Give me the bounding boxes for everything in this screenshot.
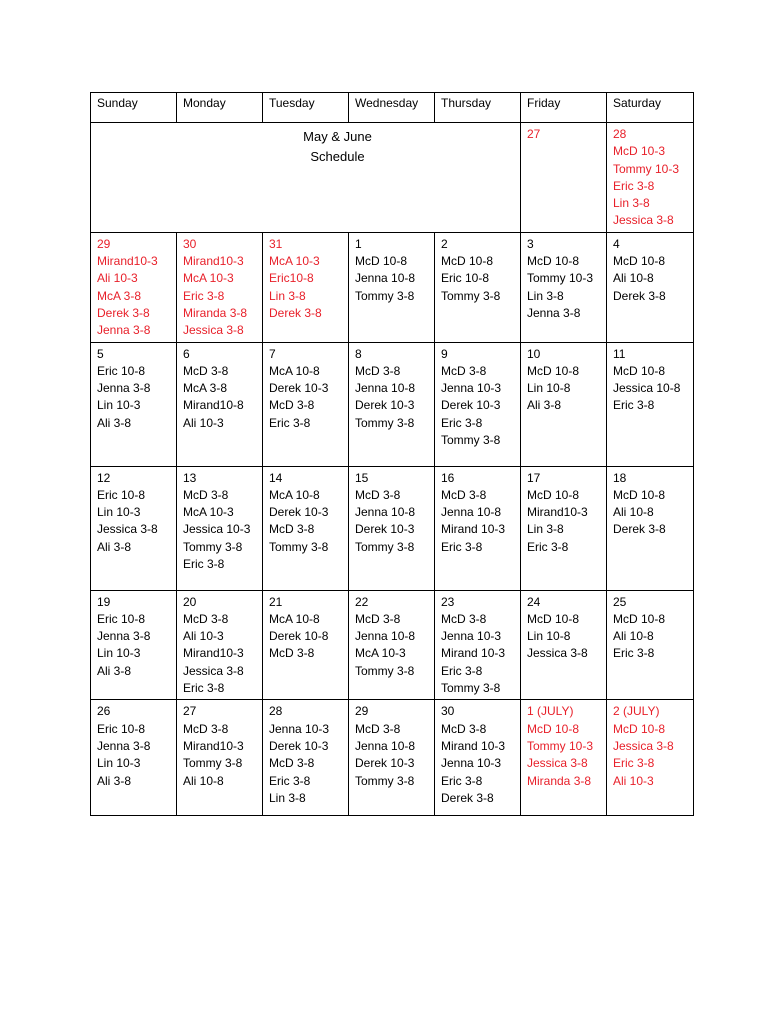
shift-entry: Miranda 3-8	[527, 773, 592, 788]
shift-entry: Lin 10-3	[97, 756, 141, 771]
shift-entry: Derek 10-3	[355, 522, 415, 537]
shift-entry: Eric 3-8	[183, 557, 225, 572]
shift-entry: McD 3-8	[183, 363, 229, 378]
day-cell	[177, 466, 263, 590]
shift-entry: McD 3-8	[441, 363, 487, 378]
shift-entry: McD 3-8	[269, 398, 315, 413]
shift-entry: Lin 3-8	[527, 288, 564, 303]
day-cell	[607, 123, 694, 233]
shift-entry: McD 3-8	[441, 611, 487, 626]
header-row	[91, 93, 694, 123]
day-cell	[263, 700, 349, 816]
shift-entry: Tommy 10-3	[527, 271, 594, 286]
shift-entry: Jessica 3-8	[97, 522, 158, 537]
day-cell	[263, 466, 349, 590]
shift-entry: Lin 3-8	[527, 522, 564, 537]
shift-entry: Eric 10-8	[441, 271, 490, 286]
day-number: 28	[613, 127, 627, 141]
day-cell	[177, 700, 263, 816]
shift-entry: Eric 3-8	[441, 539, 483, 554]
shift-entry: Tommy 3-8	[183, 756, 243, 771]
shift-entry: Mirand10-3	[527, 505, 588, 520]
day-cell	[349, 700, 435, 816]
day-number: 26	[97, 704, 111, 719]
shift-entry: Ali 3-8	[97, 415, 132, 430]
shift-entry: Derek 10-3	[269, 738, 329, 753]
day-number: 1 (JULY)	[527, 704, 574, 719]
day-cell	[177, 342, 263, 466]
shift-entry: McD 3-8	[355, 721, 401, 736]
shift-entry: Ali 10-3	[183, 415, 224, 430]
shift-entry: Jessica 10-8	[613, 381, 681, 396]
shift-entry: Derek 3-8	[441, 790, 494, 805]
day-number: 23	[441, 594, 455, 609]
shift-entry: Lin 3-8	[269, 288, 306, 303]
shift-entry: McD 3-8	[355, 611, 401, 626]
shift-entry: Ali 10-8	[183, 773, 224, 788]
day-number: 30	[183, 236, 197, 251]
shift-entry: McD 10-8	[527, 721, 580, 736]
shift-entry: McD 10-8	[527, 487, 580, 502]
shift-entry: McD 10-8	[441, 254, 494, 269]
day-cell	[521, 342, 607, 466]
shift-entry: Eric 3-8	[183, 681, 225, 696]
day-number: 12	[97, 470, 111, 485]
shift-entry: Jenna 10-3	[441, 756, 502, 771]
shift-entry: McA 10-8	[269, 363, 320, 378]
shift-entry: Derek 10-3	[355, 398, 415, 413]
shift-entry: Tommy 3-8	[441, 433, 501, 448]
shift-entry: McD 3-8	[355, 487, 401, 502]
day-number: 24	[527, 594, 541, 609]
day-cell	[607, 232, 694, 342]
shift-entry: Tommy 3-8	[441, 288, 501, 303]
day-number: 16	[441, 470, 455, 485]
day-cell	[607, 700, 694, 816]
week-row	[91, 342, 694, 466]
shift-entry: McD 3-8	[441, 487, 487, 502]
shift-entry: Tommy 10-3	[527, 738, 594, 753]
day-number: 2	[441, 236, 448, 251]
header-saturday: Saturday	[607, 93, 694, 123]
shift-entry: McA 10-8	[269, 487, 320, 502]
shift-entry: Mirand10-3	[97, 254, 158, 269]
header-tuesday: Tuesday	[263, 93, 349, 123]
shift-entry: Eric 3-8	[441, 663, 483, 678]
shift-entry: McA 10-3	[183, 271, 234, 286]
shift-entry: McD 3-8	[269, 756, 315, 771]
shift-entry: Eric 10-8	[97, 721, 146, 736]
shift-entry: Mirand10-8	[183, 398, 244, 413]
shift-entry: Derek 10-3	[441, 398, 501, 413]
day-number: 3	[527, 236, 534, 251]
shift-entry: Derek 10-8	[269, 629, 329, 644]
shift-entry: Jenna 3-8	[527, 305, 581, 320]
shift-entry: Derek 10-3	[355, 756, 415, 771]
day-cell	[263, 342, 349, 466]
day-number: 22	[355, 594, 369, 609]
shift-entry: Lin 10-3	[97, 505, 141, 520]
day-number: 27	[527, 127, 541, 141]
shift-entry: Derek 3-8	[613, 522, 666, 537]
shift-entry: Miranda 3-8	[183, 305, 248, 320]
day-cell	[521, 466, 607, 590]
day-number: 6	[183, 346, 190, 361]
day-cell	[349, 232, 435, 342]
shift-entry: Jenna 10-8	[355, 505, 416, 520]
shift-entry: Mirand 10-3	[441, 522, 506, 537]
shift-entry: McA 10-3	[183, 505, 234, 520]
shift-entry: Jenna 10-3	[441, 381, 502, 396]
shift-entry: Jenna 3-8	[97, 629, 151, 644]
shift-entry: McD 3-8	[269, 522, 315, 537]
shift-entry: Jessica 3-8	[527, 646, 588, 661]
shift-entry: Ali 10-3	[97, 271, 138, 286]
shift-entry: McD 10-3	[613, 144, 666, 159]
shift-entry: Tommy 3-8	[355, 288, 415, 303]
shift-entry: Jenna 10-8	[441, 505, 502, 520]
shift-entry: Mirand10-3	[183, 646, 244, 661]
shift-entry: McA 10-3	[355, 646, 406, 661]
day-cell	[91, 590, 177, 700]
shift-entry: Eric 3-8	[269, 415, 311, 430]
shift-entry: Jessica 3-8	[613, 738, 674, 753]
day-number: 18	[613, 470, 627, 485]
week-row	[91, 232, 694, 342]
shift-entry: Ali 3-8	[527, 398, 562, 413]
day-cell	[435, 232, 521, 342]
week-row	[91, 700, 694, 816]
shift-entry: Derek 3-8	[269, 305, 322, 320]
week-row	[91, 466, 694, 590]
shift-entry: McD 10-8	[613, 721, 666, 736]
day-number: 19	[97, 594, 111, 609]
shift-entry: McD 10-8	[613, 487, 666, 502]
shift-entry: Jenna 10-3	[269, 721, 330, 736]
shift-entry: Tommy 3-8	[269, 539, 329, 554]
shift-entry: Eric 3-8	[613, 646, 655, 661]
day-cell	[177, 590, 263, 700]
day-cell	[435, 342, 521, 466]
shift-entry: Tommy 3-8	[355, 415, 415, 430]
shift-entry: Jessica 10-3	[183, 522, 251, 537]
shift-entry: Jenna 10-8	[355, 629, 416, 644]
shift-entry: Eric 3-8	[613, 756, 655, 771]
day-cell	[263, 590, 349, 700]
shift-entry: Mirand10-3	[183, 738, 244, 753]
shift-entry: McD 3-8	[183, 611, 229, 626]
day-cell	[607, 590, 694, 700]
shift-entry: McD 10-8	[613, 363, 666, 378]
shift-entry: Lin 10-3	[97, 398, 141, 413]
shift-entry: Eric 3-8	[613, 178, 655, 193]
shift-entry: Mirand 10-3	[441, 646, 506, 661]
shift-entry: Jenna 10-8	[355, 271, 416, 286]
shift-entry: McA 10-8	[269, 611, 320, 626]
schedule-title	[91, 123, 521, 233]
shift-entry: Eric 3-8	[441, 415, 483, 430]
shift-entry: Derek 3-8	[613, 288, 666, 303]
day-number: 28	[269, 704, 283, 719]
shift-entry: Jessica 3-8	[527, 756, 588, 771]
day-number: 2 (JULY)	[613, 704, 660, 719]
shift-entry: Tommy 3-8	[355, 539, 415, 554]
schedule-table	[90, 92, 694, 816]
day-number: 21	[269, 594, 283, 609]
shift-entry: Tommy 3-8	[355, 663, 415, 678]
day-cell	[521, 700, 607, 816]
shift-entry: McD 10-8	[527, 254, 580, 269]
day-cell	[349, 590, 435, 700]
shift-entry: Jenna 3-8	[97, 738, 151, 753]
shift-entry: McD 3-8	[183, 487, 229, 502]
day-number: 11	[613, 346, 626, 361]
shift-entry: Lin 10-3	[97, 646, 141, 661]
day-number: 9	[441, 346, 448, 361]
day-number: 29	[355, 704, 369, 719]
shift-entry: Eric 10-8	[97, 611, 146, 626]
day-number: 25	[613, 594, 627, 609]
shift-entry: Derek 3-8	[97, 305, 150, 320]
shift-entry: Ali 3-8	[97, 539, 132, 554]
day-cell	[607, 466, 694, 590]
header-wednesday: Wednesday	[349, 93, 435, 123]
title-line: Schedule	[310, 149, 365, 164]
shift-entry: McD 10-8	[527, 363, 580, 378]
shift-entry: Jessica 3-8	[183, 323, 244, 338]
day-number: 17	[527, 470, 541, 485]
shift-entry: Derek 10-3	[269, 381, 329, 396]
shift-entry: Tommy 3-8	[441, 681, 501, 696]
week-row	[91, 123, 694, 233]
day-number: 7	[269, 346, 276, 361]
shift-entry: Jenna 10-8	[355, 381, 416, 396]
shift-entry: Lin 10-8	[527, 629, 571, 644]
day-cell	[435, 466, 521, 590]
shift-entry: Jenna 10-8	[355, 738, 416, 753]
shift-entry: Ali 3-8	[97, 773, 132, 788]
day-number: 10	[527, 346, 541, 361]
day-number: 15	[355, 470, 369, 485]
shift-entry: McD 3-8	[441, 721, 487, 736]
day-cell	[91, 232, 177, 342]
day-number: 27	[183, 704, 197, 719]
shift-entry: Tommy 10-3	[613, 161, 680, 176]
title-line: May & June	[303, 129, 372, 144]
header-sunday: Sunday	[91, 93, 177, 123]
shift-entry: McD 10-8	[355, 254, 408, 269]
shift-entry: Jenna 3-8	[97, 381, 151, 396]
shift-entry: McA 3-8	[183, 381, 228, 396]
shift-entry: Lin 3-8	[613, 196, 650, 211]
header-friday: Friday	[521, 93, 607, 123]
day-number: 31	[269, 236, 283, 251]
day-cell	[91, 700, 177, 816]
shift-entry: Eric 3-8	[269, 773, 311, 788]
shift-entry: Mirand10-3	[183, 254, 244, 269]
day-cell	[91, 466, 177, 590]
shift-entry: Eric 10-8	[97, 487, 146, 502]
shift-entry: Lin 10-8	[527, 381, 571, 396]
shift-entry: Eric 3-8	[183, 288, 225, 303]
shift-entry: McD 10-8	[527, 611, 580, 626]
shift-entry: Jessica 3-8	[183, 663, 244, 678]
day-number: 14	[269, 470, 283, 485]
day-number: 20	[183, 594, 197, 609]
week-row	[91, 590, 694, 700]
shift-entry: Jessica 3-8	[613, 213, 674, 228]
shift-entry: McA 3-8	[97, 288, 142, 303]
day-cell	[521, 590, 607, 700]
day-cell	[521, 123, 607, 233]
shift-entry: Ali 10-3	[183, 629, 224, 644]
shift-entry: Ali 10-8	[613, 271, 654, 286]
day-cell	[435, 590, 521, 700]
day-cell	[521, 232, 607, 342]
shift-entry: Eric 3-8	[441, 773, 483, 788]
day-cell	[177, 232, 263, 342]
day-number: 5	[97, 346, 104, 361]
day-cell	[349, 466, 435, 590]
shift-entry: Jenna 3-8	[97, 323, 151, 338]
shift-entry: Eric 3-8	[613, 398, 655, 413]
shift-entry: McD 3-8	[269, 646, 315, 661]
shift-entry: Eric 3-8	[527, 539, 569, 554]
shift-entry: McA 10-3	[269, 254, 320, 269]
day-cell	[263, 232, 349, 342]
day-number: 1	[355, 236, 362, 251]
shift-entry: McD 3-8	[355, 363, 401, 378]
shift-entry: McD 10-8	[613, 611, 666, 626]
day-cell	[349, 342, 435, 466]
day-number: 13	[183, 470, 197, 485]
shift-entry: McD 3-8	[183, 721, 229, 736]
day-cell	[607, 342, 694, 466]
shift-entry: Eric 10-8	[97, 363, 146, 378]
day-number: 8	[355, 346, 362, 361]
header-monday: Monday	[177, 93, 263, 123]
shift-entry: Derek 10-3	[269, 505, 329, 520]
shift-entry: Ali 10-8	[613, 505, 654, 520]
day-number: 29	[97, 236, 111, 251]
shift-entry: Tommy 3-8	[355, 773, 415, 788]
day-cell	[91, 342, 177, 466]
day-cell	[435, 700, 521, 816]
shift-entry: Ali 10-8	[613, 629, 654, 644]
shift-entry: Tommy 3-8	[183, 539, 243, 554]
shift-entry: Ali 10-3	[613, 773, 654, 788]
shift-entry: Lin 3-8	[269, 790, 306, 805]
shift-entry: Jenna 10-3	[441, 629, 502, 644]
shift-entry: McD 10-8	[613, 254, 666, 269]
day-number: 4	[613, 236, 620, 251]
shift-entry: Eric10-8	[269, 271, 314, 286]
header-thursday: Thursday	[435, 93, 521, 123]
shift-entry: Mirand 10-3	[441, 738, 506, 753]
shift-entry: Ali 3-8	[97, 663, 132, 678]
day-number: 30	[441, 704, 455, 719]
